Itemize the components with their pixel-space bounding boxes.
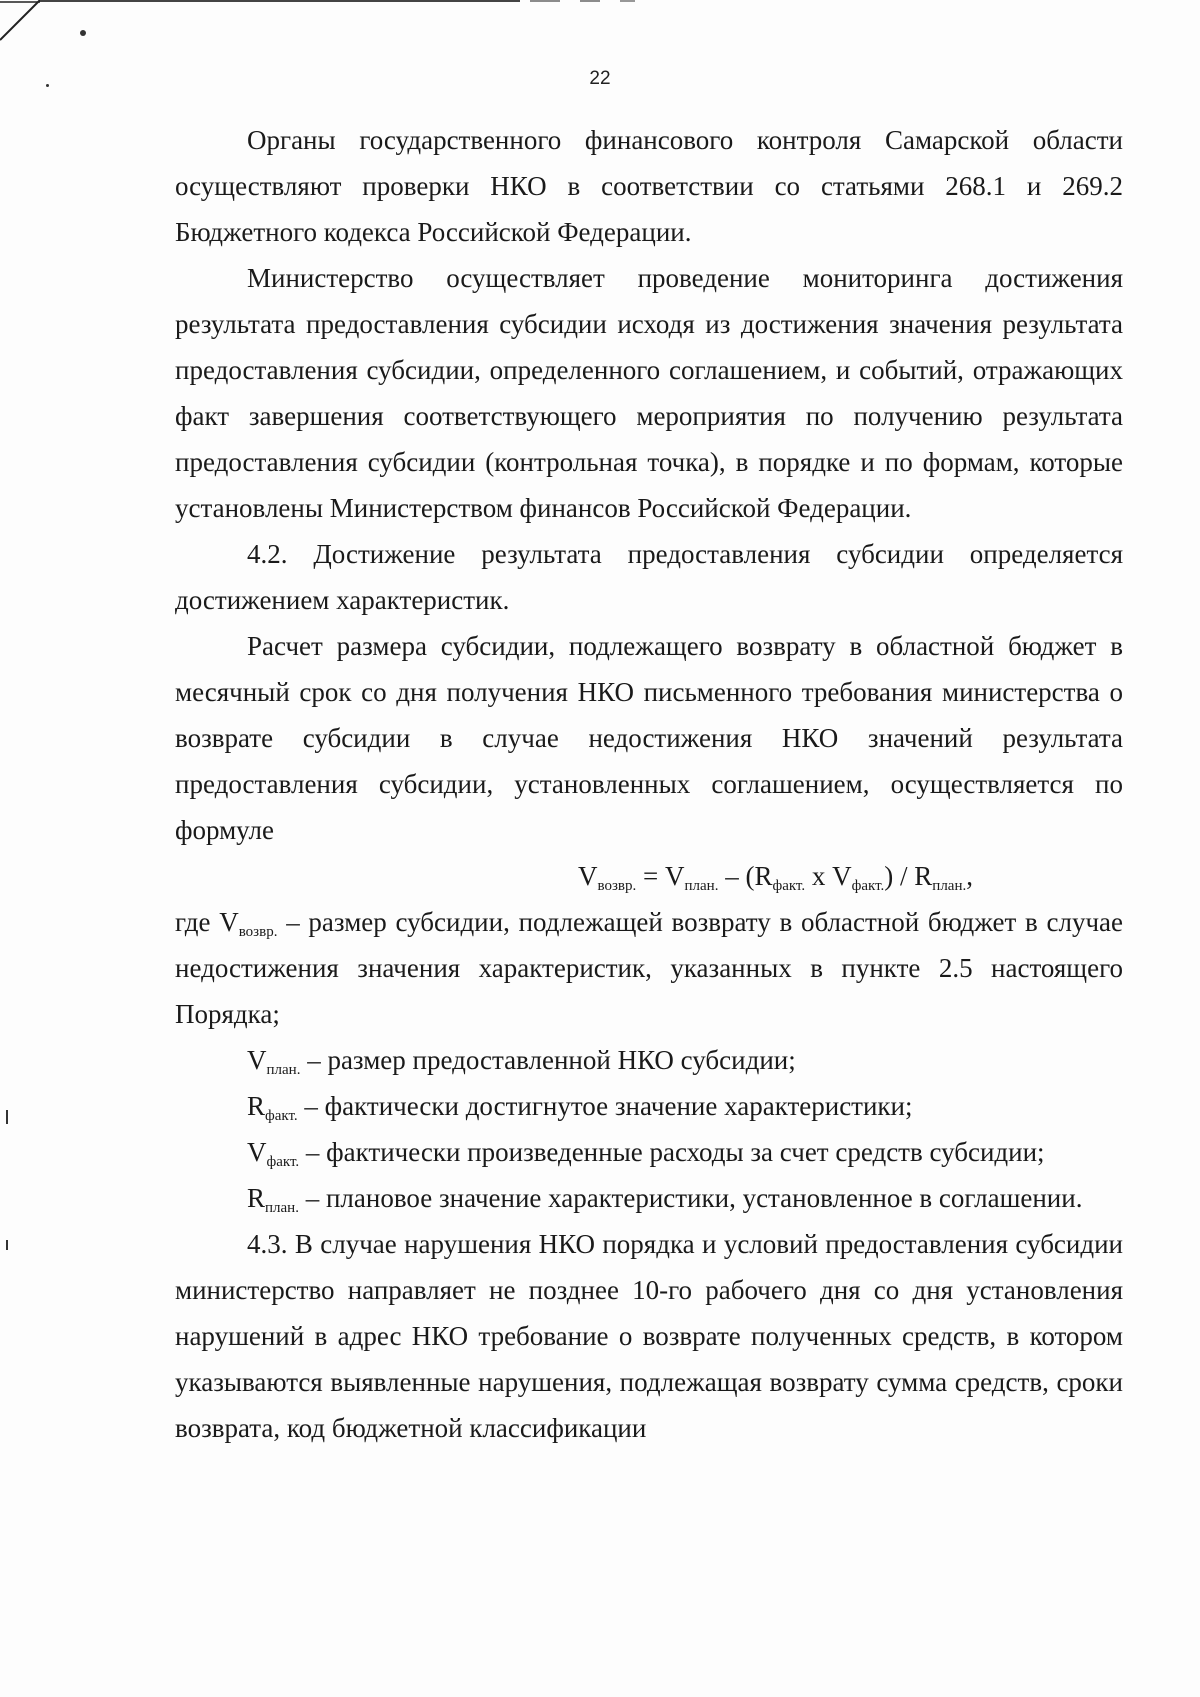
paragraph-monitoring: Министерство осуществляет проведение мониторинга достижения результата предоставления субсидии исходя из достижения значения результата предоставления субсидии, определенного соглашением, и событий, отражающих факт завершения соответствующего мероприятия по получению результата предоставления субсидии (контрольная точка), в порядке и по формам, которые установлены Министерством финансов Российской Федерации.	[175, 263, 1123, 523]
paragraph-4-2: 4.2. Достижение результата предоставления субсидии определяется достижением характеристик.	[175, 539, 1123, 615]
definition-r-plan: $R_{план.}$ – плановое значение характеристики, установленное в соглашении.	[247, 1183, 1083, 1216]
scan-artifact-corner	[0, 0, 700, 60]
scan-speck	[6, 1110, 8, 1124]
definition-v-plan: $V_{план.}$ – размер предоставленной НКО субсидии;	[247, 1045, 796, 1078]
definition-v-fact: $V_{факт.}$ – фактически произведенные расходы за счет средств субсидии;	[247, 1137, 1045, 1170]
body-text	[175, 117, 1123, 1451]
definition-v-refund: где $V_{возвр.}$ – размер субсидии, подлежащей возврату в областной бюджет в случае недостижения значения характеристик, указанных в пункте 2.5 настоящего Порядка;	[175, 907, 1124, 1029]
paragraph-financial-control: Органы государственного финансового контроля Самарской области осуществляют проверки НКО в соответствии со статьями 268.1 и 269.2 Бюджетного кодекса Российской Федерации.	[175, 125, 1123, 247]
paragraph-4-3: 4.3. В случае нарушения НКО порядка и условий предоставления субсидии министерство направляет не позднее 10-го рабочего дня со дня установления нарушений в адрес НКО требование о возврате полученных средств, в котором указываются выявленные нарушения, подлежащая возврату сумма средств, сроки возврата, код бюджетной классификации	[175, 1229, 1123, 1443]
definition-r-fact: $R_{факт.}$ – фактически достигнутое значение характеристики;	[247, 1091, 913, 1124]
page-number: 22	[589, 68, 611, 89]
paragraph-refund-calculation: Расчет размера субсидии, подлежащего возврату в областной бюджет в месячный срок со дня получения НКО письменного требования министерства о возврате субсидии в случае недостижения НКО значений результата предоставления субсидии, установленных соглашением, осуществляется по формуле	[175, 631, 1123, 845]
scan-speck	[80, 30, 86, 36]
scan-speck	[6, 1240, 8, 1250]
refund-formula: $V_{возвр.} = V_{план.} - (R_{факт.}$ х $V_{факт.}) / R_{план.}$,	[578, 861, 973, 894]
